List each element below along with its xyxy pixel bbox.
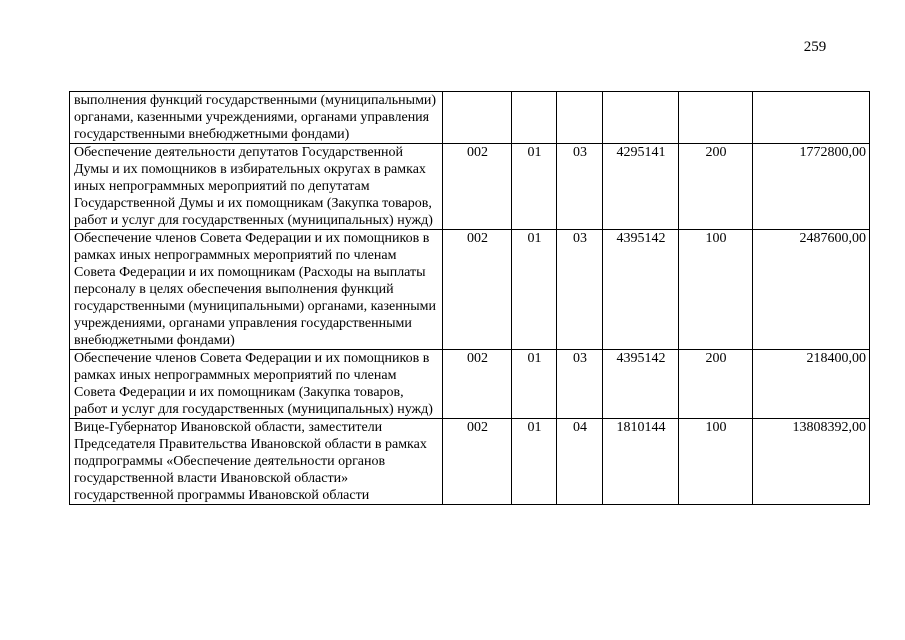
ministry-code-cell: 002	[443, 419, 512, 505]
table-row	[70, 350, 870, 419]
section-code-cell: 01	[512, 419, 557, 505]
table-row	[70, 419, 870, 505]
expense-type-cell: 100	[679, 230, 753, 350]
subsection-code-cell: 04	[557, 419, 603, 505]
ministry-code-cell	[443, 92, 512, 144]
table-row	[70, 144, 870, 230]
table-row	[70, 92, 870, 144]
amount-cell: 1772800,00	[753, 144, 870, 230]
target-code-cell: 4295141	[603, 144, 679, 230]
description-cell: Вице-Губернатор Ивановской области, заместители Председателя Правительства Ивановской области в рамках подпрограммы «Обеспечение деятельности органов государственной власти Ивановской области» государственной программы Ивановской области	[70, 419, 443, 505]
section-code-cell	[512, 92, 557, 144]
section-code-cell: 01	[512, 230, 557, 350]
expense-type-cell	[679, 92, 753, 144]
target-code-cell: 1810144	[603, 419, 679, 505]
description-cell: Обеспечение членов Совета Федерации и их помощников в рамках иных непрограммных мероприятий по членам Совета Федерации и их помощникам (Расходы на выплаты персоналу в целях обеспечения выполнения функций государственными (муниципальными) органами, казенными учреждениями, органами управления государственными внебюджетными фондами)	[70, 230, 443, 350]
amount-cell: 13808392,00	[753, 419, 870, 505]
description-cell: Обеспечение деятельности депутатов Государственной Думы и их помощников в избирательных округах в рамках иных непрограммных мероприятий по депутатам Государственной Думы и их помощникам (Закупка товаров, работ и услуг для государственных (муниципальных) нужд)	[70, 144, 443, 230]
subsection-code-cell: 03	[557, 144, 603, 230]
expense-type-cell: 200	[679, 350, 753, 419]
ministry-code-cell: 002	[443, 144, 512, 230]
subsection-code-cell: 03	[557, 230, 603, 350]
page-number: 259	[803, 39, 827, 55]
section-code-cell: 01	[512, 350, 557, 419]
description-cell: Обеспечение членов Совета Федерации и их помощников в рамках иных непрограммных мероприятий по членам Совета Федерации и их помощникам (Закупка товаров, работ и услуг для государственных (муниципальных) нужд)	[70, 350, 443, 419]
target-code-cell: 4395142	[603, 230, 679, 350]
ministry-code-cell: 002	[443, 350, 512, 419]
section-code-cell: 01	[512, 144, 557, 230]
target-code-cell: 4395142	[603, 350, 679, 419]
amount-cell: 218400,00	[753, 350, 870, 419]
subsection-code-cell: 03	[557, 350, 603, 419]
budget-table	[69, 91, 870, 505]
table-row	[70, 230, 870, 350]
amount-cell	[753, 92, 870, 144]
expense-type-cell: 200	[679, 144, 753, 230]
subsection-code-cell	[557, 92, 603, 144]
amount-cell: 2487600,00	[753, 230, 870, 350]
expense-type-cell: 100	[679, 419, 753, 505]
description-cell: выполнения функций государственными (муниципальными) органами, казенными учреждениями, органами управления государственными внебюджетными фондами)	[70, 92, 443, 144]
target-code-cell	[603, 92, 679, 144]
ministry-code-cell: 002	[443, 230, 512, 350]
